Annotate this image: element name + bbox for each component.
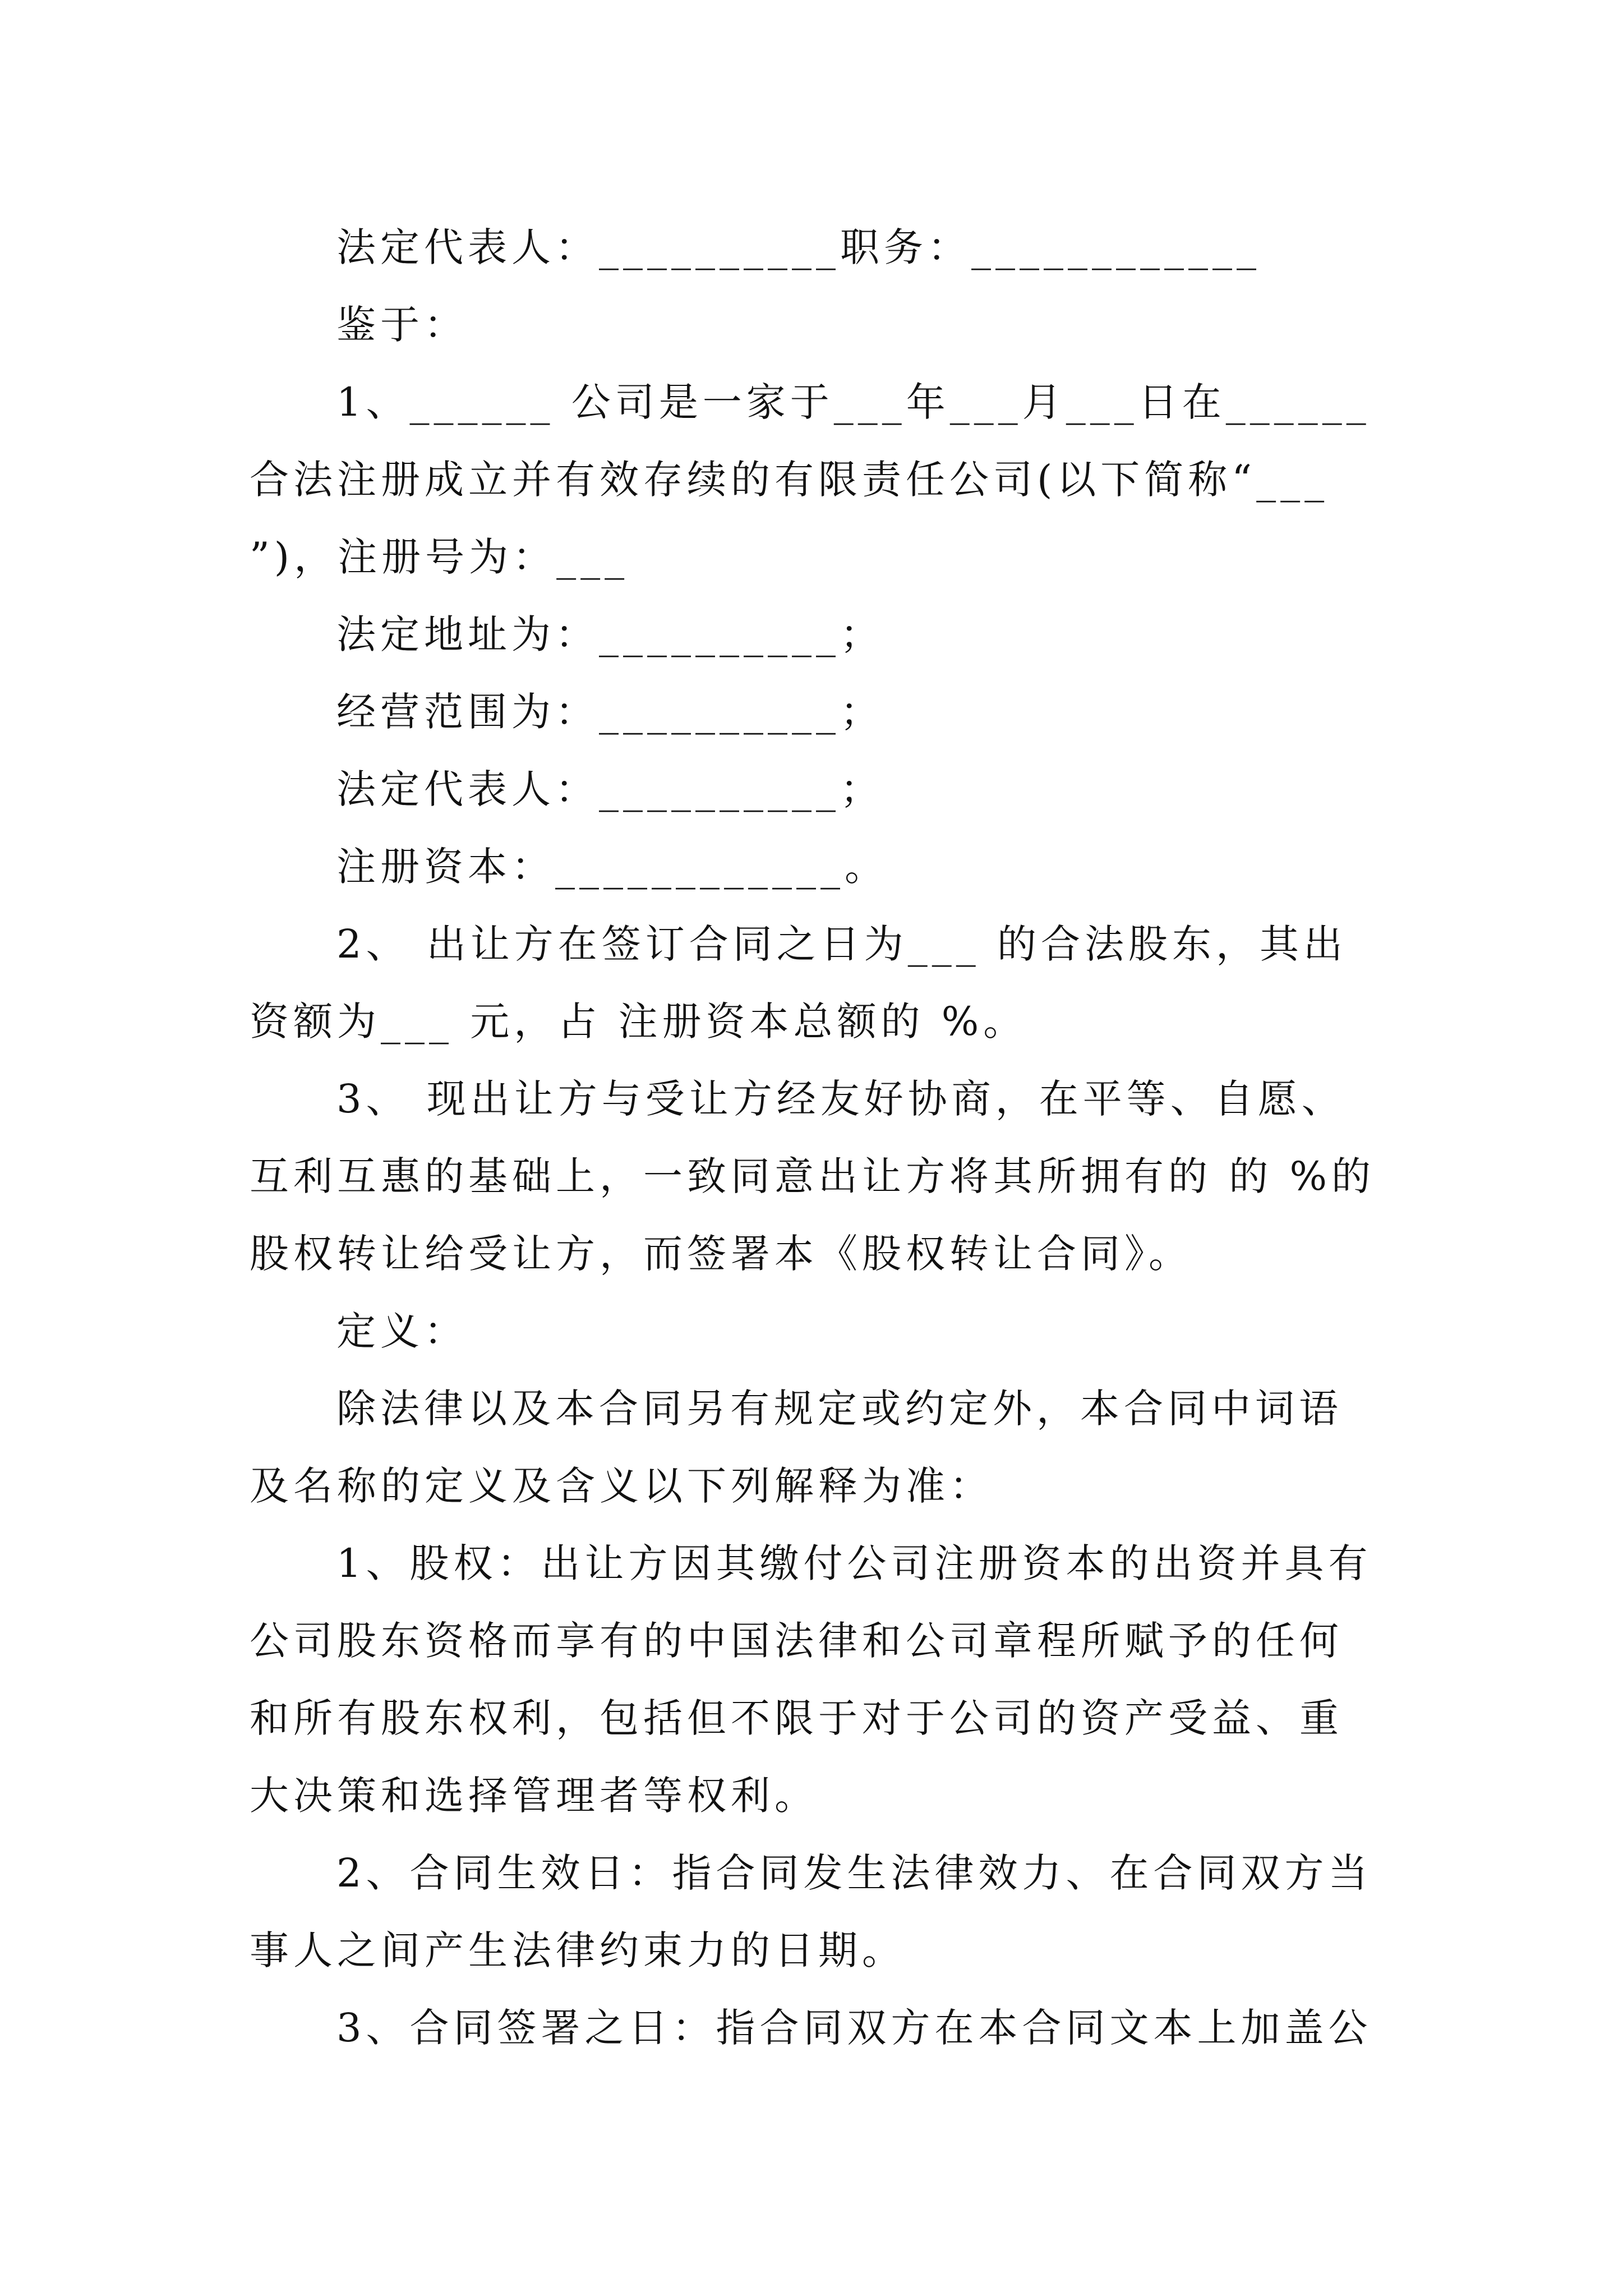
business-scope-line: 经营范围为：__________； — [336, 689, 884, 735]
legal-representative-line-2: 法定代表人：__________； — [336, 766, 884, 812]
legal-address-line: 法定地址为：__________； — [336, 611, 884, 657]
definitions-intro: 除法律以及本合同另有规定或约定外，本合同中词语及名称的定义及含义以下列解释为准： — [250, 1386, 1343, 1509]
document-body — [250, 209, 1382, 2067]
definition-item-1: 1、股权：出让方因其缴付公司注册资本的出资并具有公司股东资格而享有的中国法律和公司章程所赋予的任何和所有股东权利，包括但不限于对于公司的资产受益、重大决策和选择管理者等权利。 — [250, 1540, 1372, 1819]
definition-item-2: 2、合同生效日：指合同发生法律效力、在合同双方当事人之间产生法律约束力的日期。 — [250, 1850, 1372, 1973]
recital-paragraph-3: 3、 现出让方与受让方经友好协商，在平等、自愿、互利互惠的基础上，一致同意出让方将其所拥有的 的 %的股权转让给受让方，而签署本《股权转让合同》。 — [250, 1076, 1376, 1277]
legal-representative-line: 法定代表人：__________职务：____________ — [336, 224, 1261, 270]
recital-paragraph-1: 1、______ 公司是一家于___年___月___日在______合法注册成立并有效存续的有限责任公司(以下简称“___ ”)，注册号为：___ — [250, 379, 1371, 580]
recital-paragraph-2: 2、 出让方在签订合同之日为___ 的合法股东，其出资额为___ 元，占 注册资本总额的 %。 — [250, 921, 1348, 1045]
definitions-heading: 定义： — [336, 1308, 468, 1354]
whereas-heading: 鉴于： — [336, 302, 468, 348]
definition-item-3: 3、合同签署之日：指合同双方在本合同文本上加盖公 — [336, 2005, 1372, 2051]
registered-capital-line: 注册资本：____________。 — [336, 844, 888, 890]
